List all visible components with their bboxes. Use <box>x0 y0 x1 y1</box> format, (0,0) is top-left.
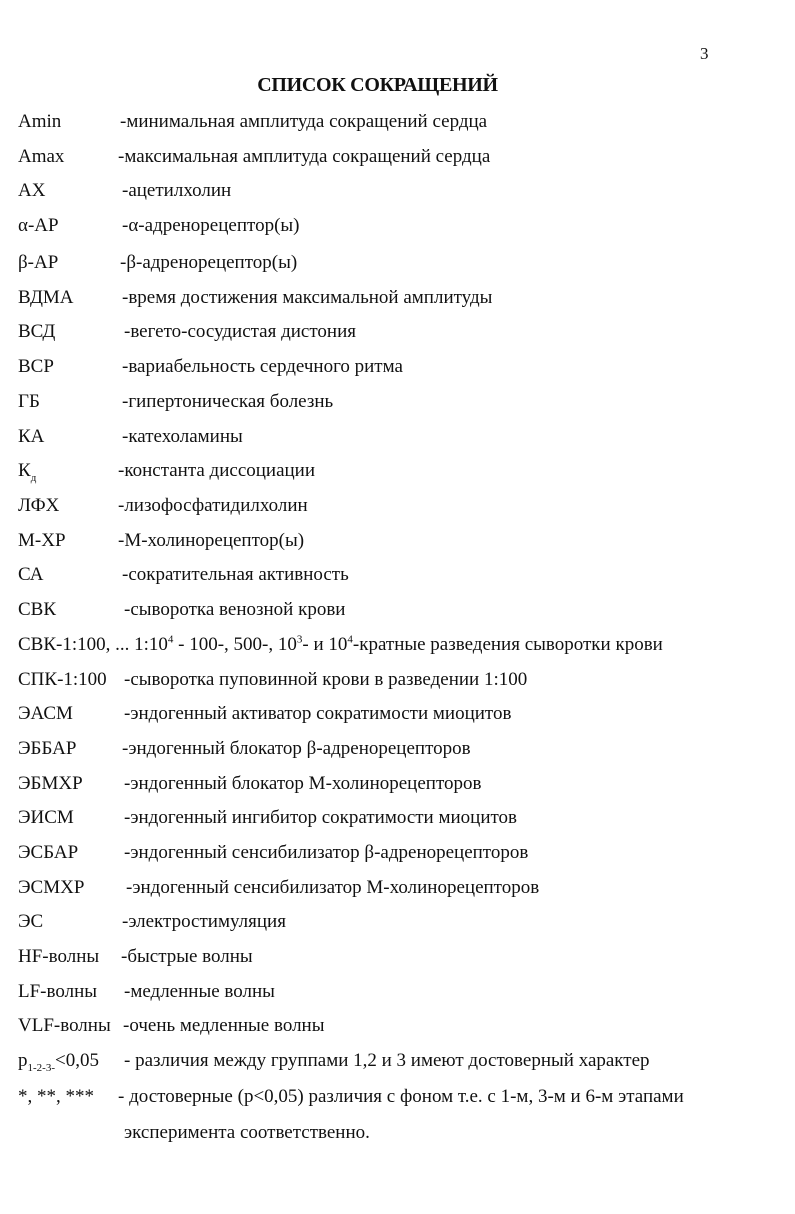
abbreviation: ГБ <box>18 391 40 412</box>
definition: - достоверные (p<0,05) различия с фоном т.е. с 1-м, 3-м и 6-м этапами <box>118 1086 684 1107</box>
abbreviation-subscript: д <box>30 471 37 484</box>
abbreviation-main: К <box>18 460 31 481</box>
dilution-exponent-3: 4 <box>347 633 353 646</box>
dilution-text-2: - 100-, 500-, 10 <box>173 634 297 655</box>
definition: -катехоламины <box>122 426 243 447</box>
abbreviation: КА <box>18 426 45 447</box>
abbreviation: М-ХР <box>18 530 66 551</box>
abbreviation: LF-волны <box>18 981 98 1002</box>
definition: -эндогенный блокатор М-холинорецепторов <box>124 773 482 794</box>
definition: - различия между группами 1,2 и 3 имеют достоверный характер <box>124 1050 650 1071</box>
definition: -очень медленные волны <box>123 1015 325 1036</box>
definition: -электростимуляция <box>122 911 286 932</box>
definition: -сыворотка венозной крови <box>124 599 346 620</box>
definition: -вегето-сосудистая дистония <box>124 321 356 342</box>
page-title: СПИСОК СОКРАЩЕНИЙ <box>257 74 498 96</box>
dilution-text-3: - и 10 <box>302 634 348 655</box>
definition: -эндогенный сенсибилизатор М-холинорецепторов <box>126 877 540 898</box>
abbreviation <box>18 459 36 483</box>
definition: -лизофосфатидилхолин <box>118 495 308 516</box>
definition: -эндогенный ингибитор сократимости миоцитов <box>124 807 518 828</box>
abbreviation: ВСД <box>18 321 56 342</box>
p-symbol: p <box>18 1050 28 1071</box>
definition: -М-холинорецептор(ы) <box>118 530 305 551</box>
definition-continuation: эксперимента соответственно. <box>124 1122 370 1143</box>
abbreviation: VLF-волны <box>18 1015 111 1036</box>
p-threshold: <0,05 <box>55 1050 99 1071</box>
abbreviation: HF-волны <box>18 946 100 967</box>
definition: -сыворотка пуповинной крови в разведении 1:100 <box>124 669 528 690</box>
definition: -быстрые волны <box>121 946 253 967</box>
abbreviation: Amax <box>18 146 65 167</box>
p-value-label <box>18 1049 99 1073</box>
abbreviation: ЭАСМ <box>18 703 73 724</box>
definition: -время достижения максимальной амплитуды <box>122 287 493 308</box>
abbreviation: ЭСМХР <box>18 877 85 898</box>
abbreviation: СПК-1:100 <box>18 669 107 690</box>
abbreviation: ЭББАР <box>18 738 77 759</box>
p-subscript: 1-2-3- <box>27 1061 55 1074</box>
dilution-text-1: СВК-1:100, ... 1:10 <box>18 634 168 655</box>
dilution-row <box>18 633 785 657</box>
definition: -α-адренорецептор(ы) <box>122 215 300 236</box>
abbreviation: ЭИСМ <box>18 807 74 828</box>
definition: -эндогенный активатор сократимости миоцитов <box>124 703 512 724</box>
abbreviation: ЛФХ <box>18 495 60 516</box>
definition: -гипертоническая болезнь <box>122 391 334 412</box>
abbreviation: ЭСБАР <box>18 842 79 863</box>
definition: -эндогенный сенсибилизатор β-адренорецепторов <box>124 842 529 863</box>
asterisk-label: *, **, *** <box>18 1086 94 1107</box>
dilution-exponent-2: 3 <box>296 633 303 646</box>
abbreviation: ВСР <box>18 356 54 377</box>
abbreviation: ЭС <box>18 911 44 932</box>
definition: -максимальная амплитуда сокращений сердца <box>118 146 491 167</box>
abbreviation: СВК <box>18 599 57 620</box>
definition: -ацетилхолин <box>122 180 232 201</box>
abbreviation: ВДМА <box>18 287 74 308</box>
abbreviation: АХ <box>18 180 46 201</box>
abbreviation: ЭБМХР <box>18 773 83 794</box>
definition: -минимальная амплитуда сокращений сердца <box>120 111 488 132</box>
abbreviation: β-АР <box>18 252 59 273</box>
abbreviation: СА <box>18 564 44 585</box>
definition: -константа диссоциации <box>118 460 316 481</box>
definition: -медленные волны <box>124 981 275 1002</box>
definition: -эндогенный блокатор β-адренорецепторов <box>122 738 471 759</box>
definition: -β-адренорецептор(ы) <box>120 252 298 273</box>
abbreviation: Amin <box>18 111 62 132</box>
definition: -сократительная активность <box>122 564 349 585</box>
page-number: 3 <box>700 44 709 63</box>
definition: -вариабельность сердечного ритма <box>122 356 403 377</box>
abbreviation: α-АР <box>18 215 59 236</box>
dilution-exponent-1: 4 <box>167 633 174 646</box>
dilution-text-4: -кратные разведения сыворотки крови <box>352 634 663 655</box>
